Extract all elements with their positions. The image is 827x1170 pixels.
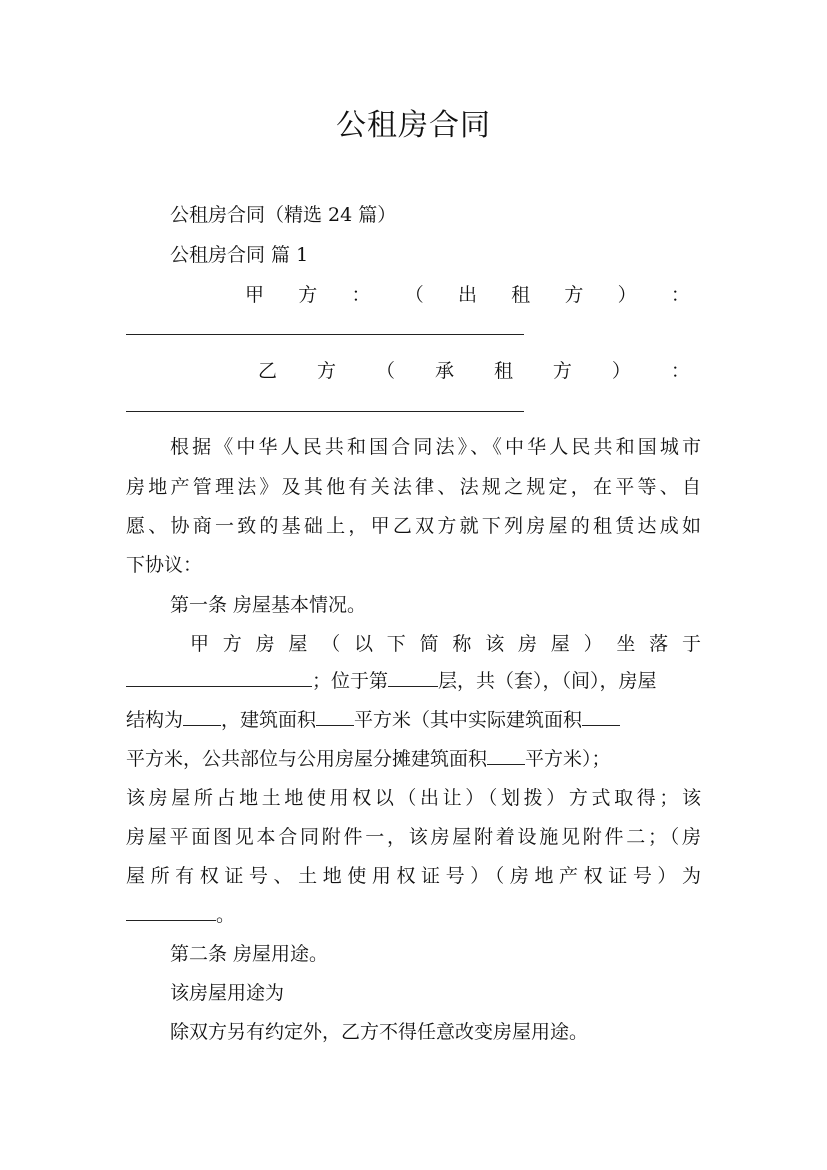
article-1-line: ；位于第 层，共（套），（间），房屋 [126, 666, 701, 693]
party-a-char: 甲 [245, 284, 265, 306]
blank-underline [487, 763, 525, 765]
article-1-line: 平方米，公共部位与公用房屋分摊建筑面积 平方米）； [126, 748, 611, 770]
party-a-char: ： [670, 284, 690, 306]
blank-underline [582, 724, 620, 726]
document-title: 公租房合同 [336, 108, 491, 143]
party-b-line [258, 356, 690, 383]
blank-underline [126, 919, 216, 921]
party-a-char: 方 [564, 284, 584, 306]
article-1-line: 屋所有权证号、土地使用权证号）（房地产权证号）为 [126, 865, 701, 887]
article-1-line: 该房屋所占地土地使用权以（出让）（划拨）方式取得；该 [126, 787, 701, 809]
article-1-title: 第一条 房屋基本情况。 [170, 594, 367, 616]
party-b-char: 方 [316, 360, 336, 382]
blank-underline [388, 685, 438, 687]
article-1-line: 结构为 ，建筑面积 平方米（其中实际建筑面积 [126, 705, 701, 732]
party-b-char: 承 [434, 360, 454, 382]
party-b-char: ： [670, 360, 690, 382]
party-a-line [245, 280, 690, 307]
party-b-char: ） [611, 360, 631, 382]
intro-line: 根据《中华人民共和国合同法》、《中华人民共和国城市 [170, 436, 701, 458]
intro-line: 房地产管理法》及其他有关法律、法规之规定，在平等、自 [126, 476, 701, 498]
party-a-char: 租 [511, 284, 531, 306]
party-b-char: 乙 [258, 360, 278, 382]
party-b-char: （ [375, 360, 395, 382]
section-heading: 公租房合同 篇 1 [170, 244, 309, 266]
blank-underline [183, 724, 221, 726]
party-b-blank [126, 411, 524, 412]
article-2-line: 该房屋用途为 [170, 982, 285, 1004]
article-1-line: 。 [126, 900, 701, 927]
blank-underline [316, 724, 354, 726]
party-a-char: （ [404, 284, 424, 306]
intro-line: 下协议： [126, 554, 203, 576]
blank-underline [126, 685, 312, 687]
party-a-blank [126, 334, 524, 335]
document-subtitle: 公租房合同（精选 24 篇） [170, 204, 397, 226]
party-a-char: ） [617, 284, 637, 306]
party-a-char: 方 [298, 284, 318, 306]
article-1-line: 房屋平面图见本合同附件一，该房屋附着设施见附件二；（房 [126, 826, 701, 848]
party-a-char: 出 [457, 284, 477, 306]
party-a-char: ： [351, 284, 371, 306]
party-b-char: 租 [493, 360, 513, 382]
article-2-title: 第二条 房屋用途。 [170, 943, 329, 965]
party-b-char: 方 [552, 360, 572, 382]
article-1-line: 甲 方 房 屋 （ 以 下 简 称 该 房 屋 ） 坐 落 于 [190, 633, 701, 655]
intro-line: 愿、协商一致的基础上，甲乙双方就下列房屋的租赁达成如 [126, 515, 701, 537]
article-2-line: 除双方另有约定外，乙方不得任意改变房屋用途。 [170, 1021, 589, 1043]
